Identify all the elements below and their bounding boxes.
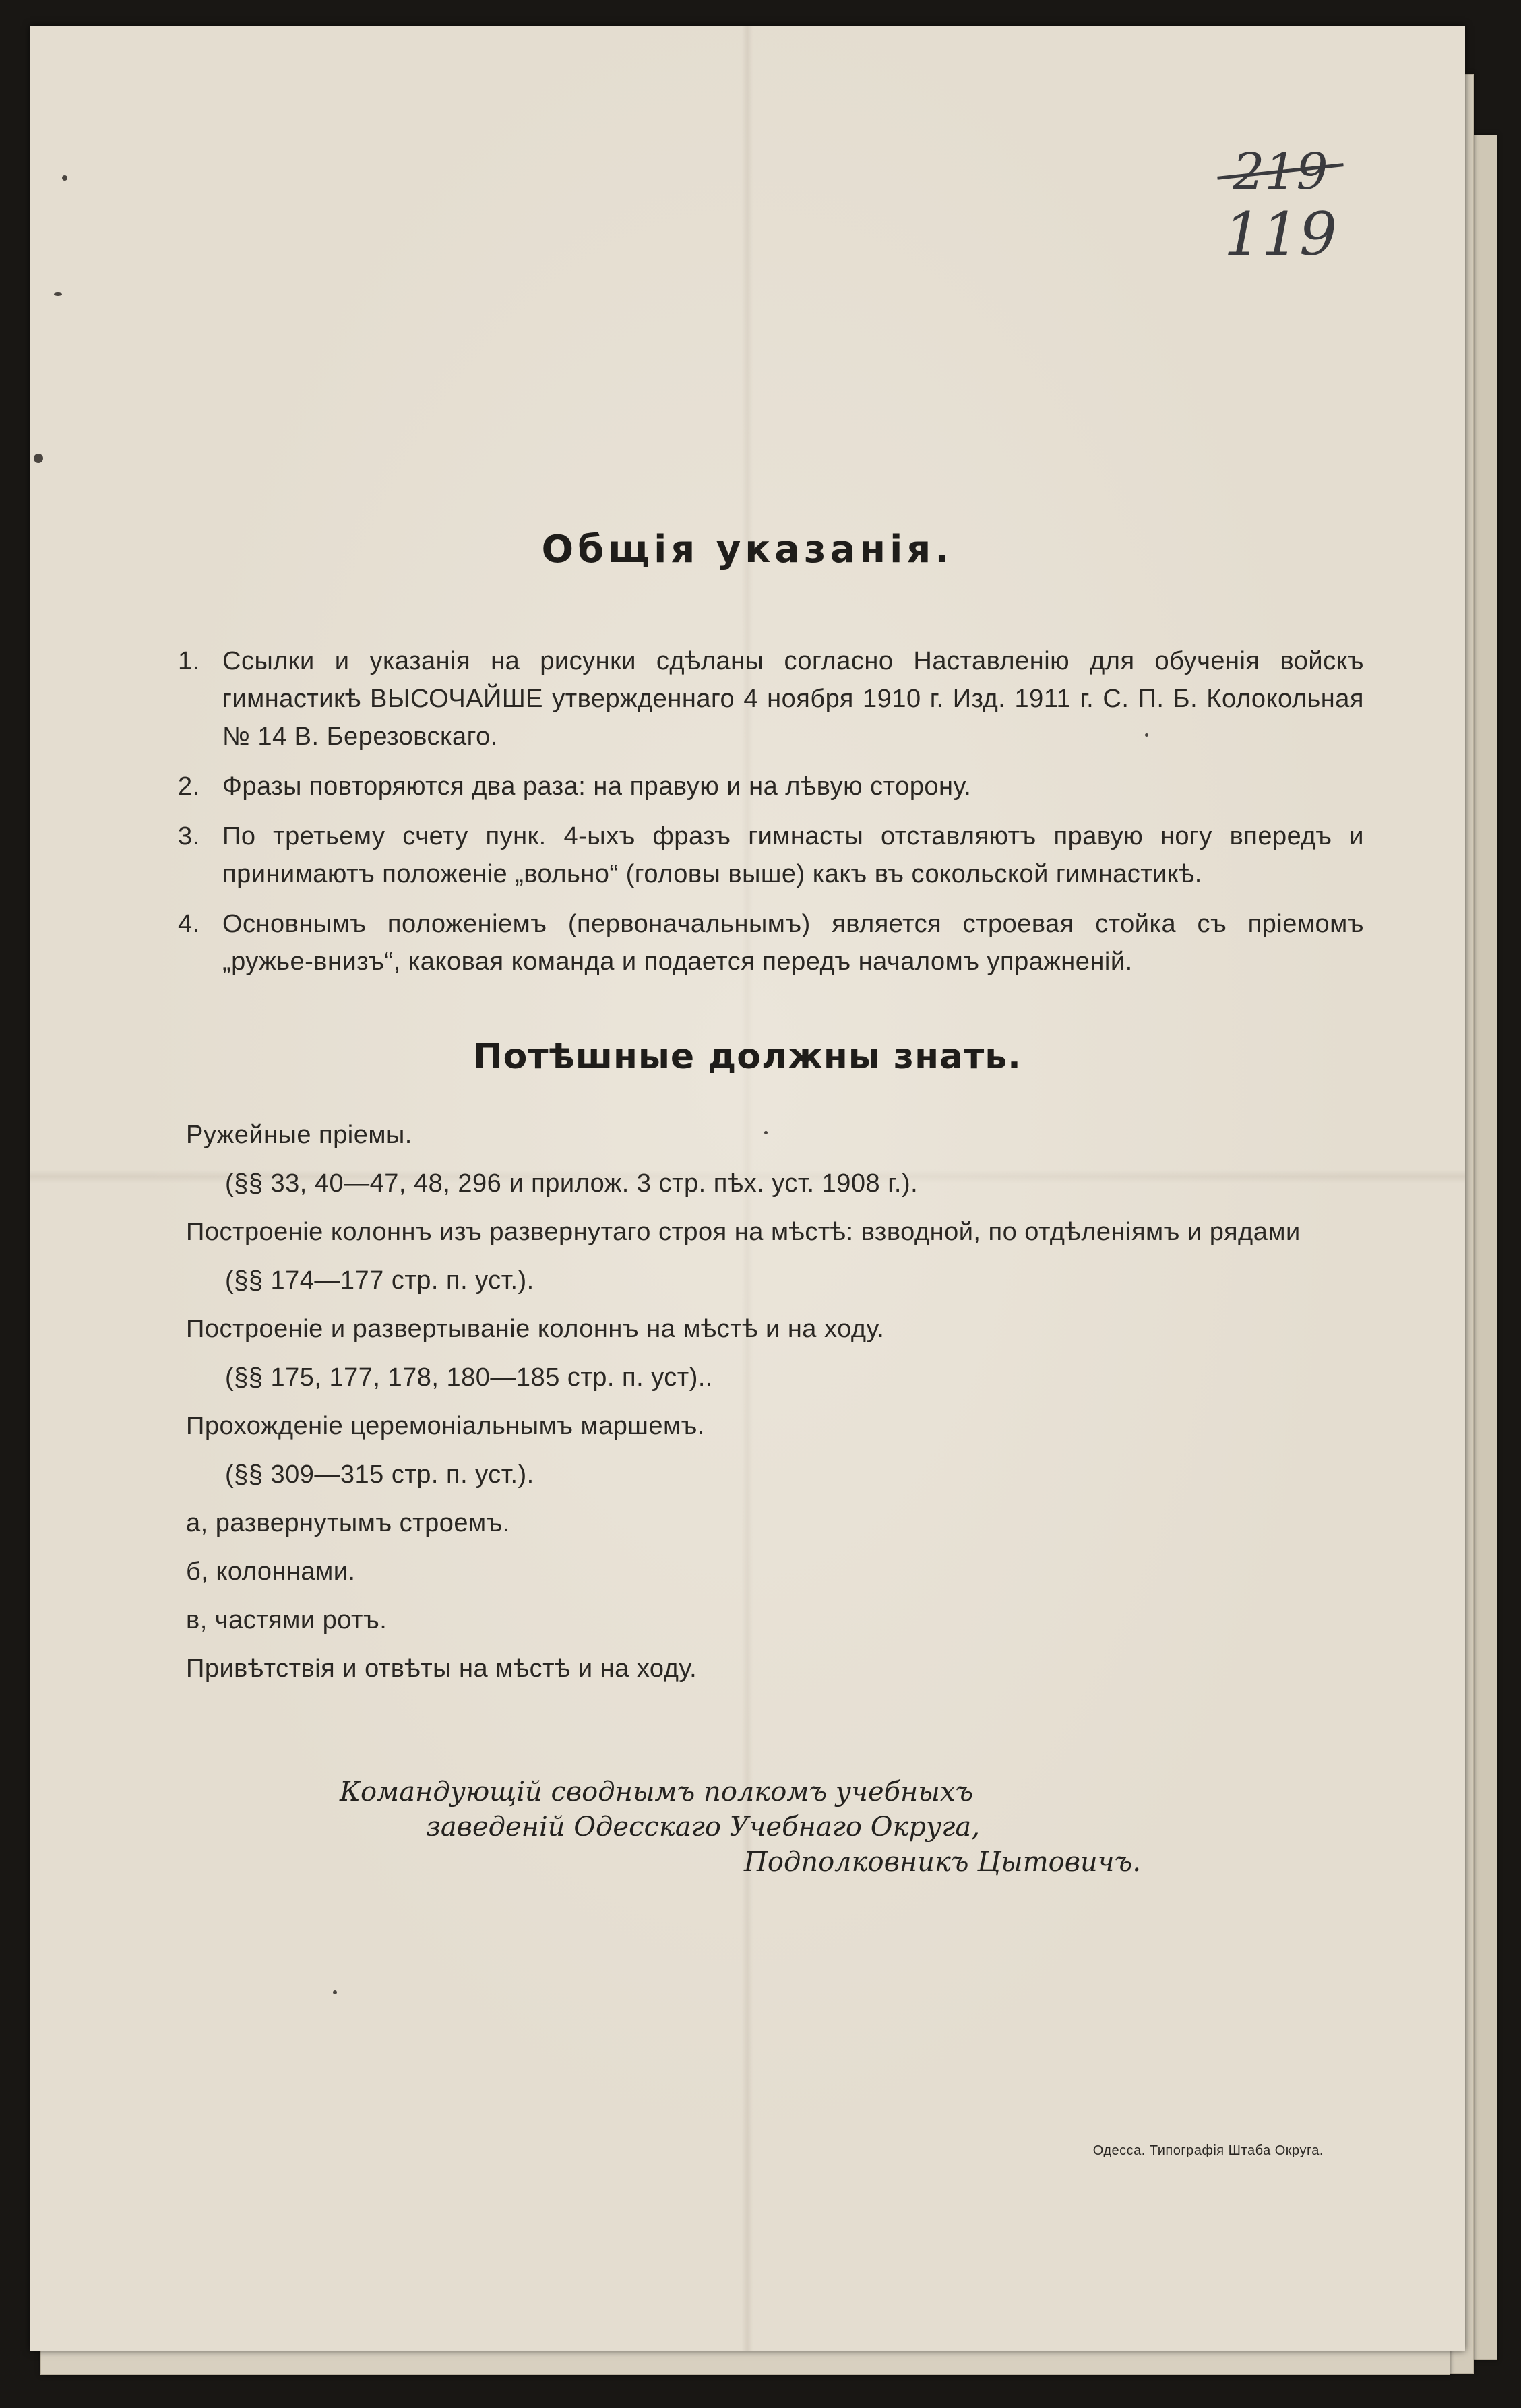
- requirement-reference: (§§ 175, 177, 178, 180—185 стр. п. уст)..: [225, 1363, 713, 1392]
- paper-speck: [1145, 733, 1148, 737]
- paper-speck: [62, 175, 67, 181]
- paper-speck: [54, 292, 62, 296]
- folio-new-number: 119: [1224, 199, 1337, 269]
- item-text: Фразы повторяются два раза: на правую и на лѣвую сторону.: [222, 772, 972, 801]
- requirements-list: [186, 1111, 1399, 1693]
- requirement-subitem: а, развернутымъ строемъ.: [186, 1509, 510, 1537]
- signature-name: Подполковникъ Цытовичъ.: [744, 1847, 1142, 1878]
- paper-speck: [333, 1990, 337, 1994]
- folio-old-number: 219: [1224, 147, 1337, 197]
- requirement-reference: (§§ 33, 40—47, 48, 296 и прилож. 3 стр. пѣх. уст. 1908 г.).: [225, 1169, 919, 1198]
- requirement-reference: (§§ 309—315 стр. п. уст.).: [225, 1460, 534, 1489]
- requirement-subitem: б, колоннами.: [186, 1557, 356, 1586]
- requirement-subitem: в, частями ротъ.: [186, 1606, 387, 1634]
- signature-line: заведенiй Одесскаго Учебнаго Округа,: [426, 1812, 980, 1843]
- signature-line: Командующiй своднымъ полкомъ учебныхъ: [340, 1777, 974, 1808]
- printer-imprint: Одесса. Типографiя Штаба Округа.: [1092, 2143, 1324, 2158]
- item-text: Основнымъ положенiемъ (первоначальнымъ) является строевая стойка съ прiемомъ „ружье-внизъ“, каковая команда и подается передъ началомъ упражненiй.: [222, 910, 1364, 976]
- item-text: По третьему счету пунк. 4-ыхъ фразъ гимнасты отставляютъ правую ногу впередъ и принимаютъ положенiе „вольно“ (головы выше) какъ въ сокольской гимнастикѣ.: [222, 822, 1364, 888]
- requirement-reference: (§§ 174—177 стр. п. уст.).: [225, 1266, 534, 1295]
- requirement-line: Прохожденiе церемонiальнымъ маршемъ.: [186, 1412, 705, 1440]
- paper-speck: [34, 454, 43, 463]
- section1-title: Общiя указанiя.: [541, 528, 954, 572]
- list-item: [178, 642, 1364, 755]
- requirement-line: Построенiе и развертыванiе колоннъ на мѣстѣ и на ходу.: [186, 1315, 885, 1343]
- list-item: [178, 768, 1364, 805]
- item-number: 1.: [178, 647, 200, 675]
- item-number: 3.: [178, 822, 200, 851]
- requirement-line: Ружейные прiемы.: [186, 1121, 412, 1149]
- paper-speck: [764, 1131, 768, 1134]
- requirement-line: Построенiе колоннъ изъ развернутаго строя на мѣстѣ: взводной, по отдѣленiямъ и рядами: [186, 1218, 1301, 1246]
- item-number: 2.: [178, 772, 200, 801]
- instructions-list: [178, 642, 1364, 993]
- list-item: [178, 817, 1364, 893]
- section2-title: Потѣшные должны знать.: [473, 1037, 1022, 1077]
- item-text: Ссылки и указанiя на рисунки сдѣланы согласно Наставленiю для обученiя войскъ гимнастикѣ ВЫСОЧАЙШЕ утвержденнаго 4 ноября 1910 г. Изд. 1911 г. С. П. Б. Колокольная № 14 В. Березовскаго.: [222, 647, 1364, 751]
- item-number: 4.: [178, 910, 200, 938]
- folio-number: [1224, 143, 1337, 269]
- document-page: [30, 26, 1465, 2351]
- signature-block: [340, 1774, 1141, 1880]
- requirement-line: Привѣтствiя и отвѣты на мѣстѣ и на ходу.: [186, 1655, 697, 1683]
- list-item: [178, 905, 1364, 981]
